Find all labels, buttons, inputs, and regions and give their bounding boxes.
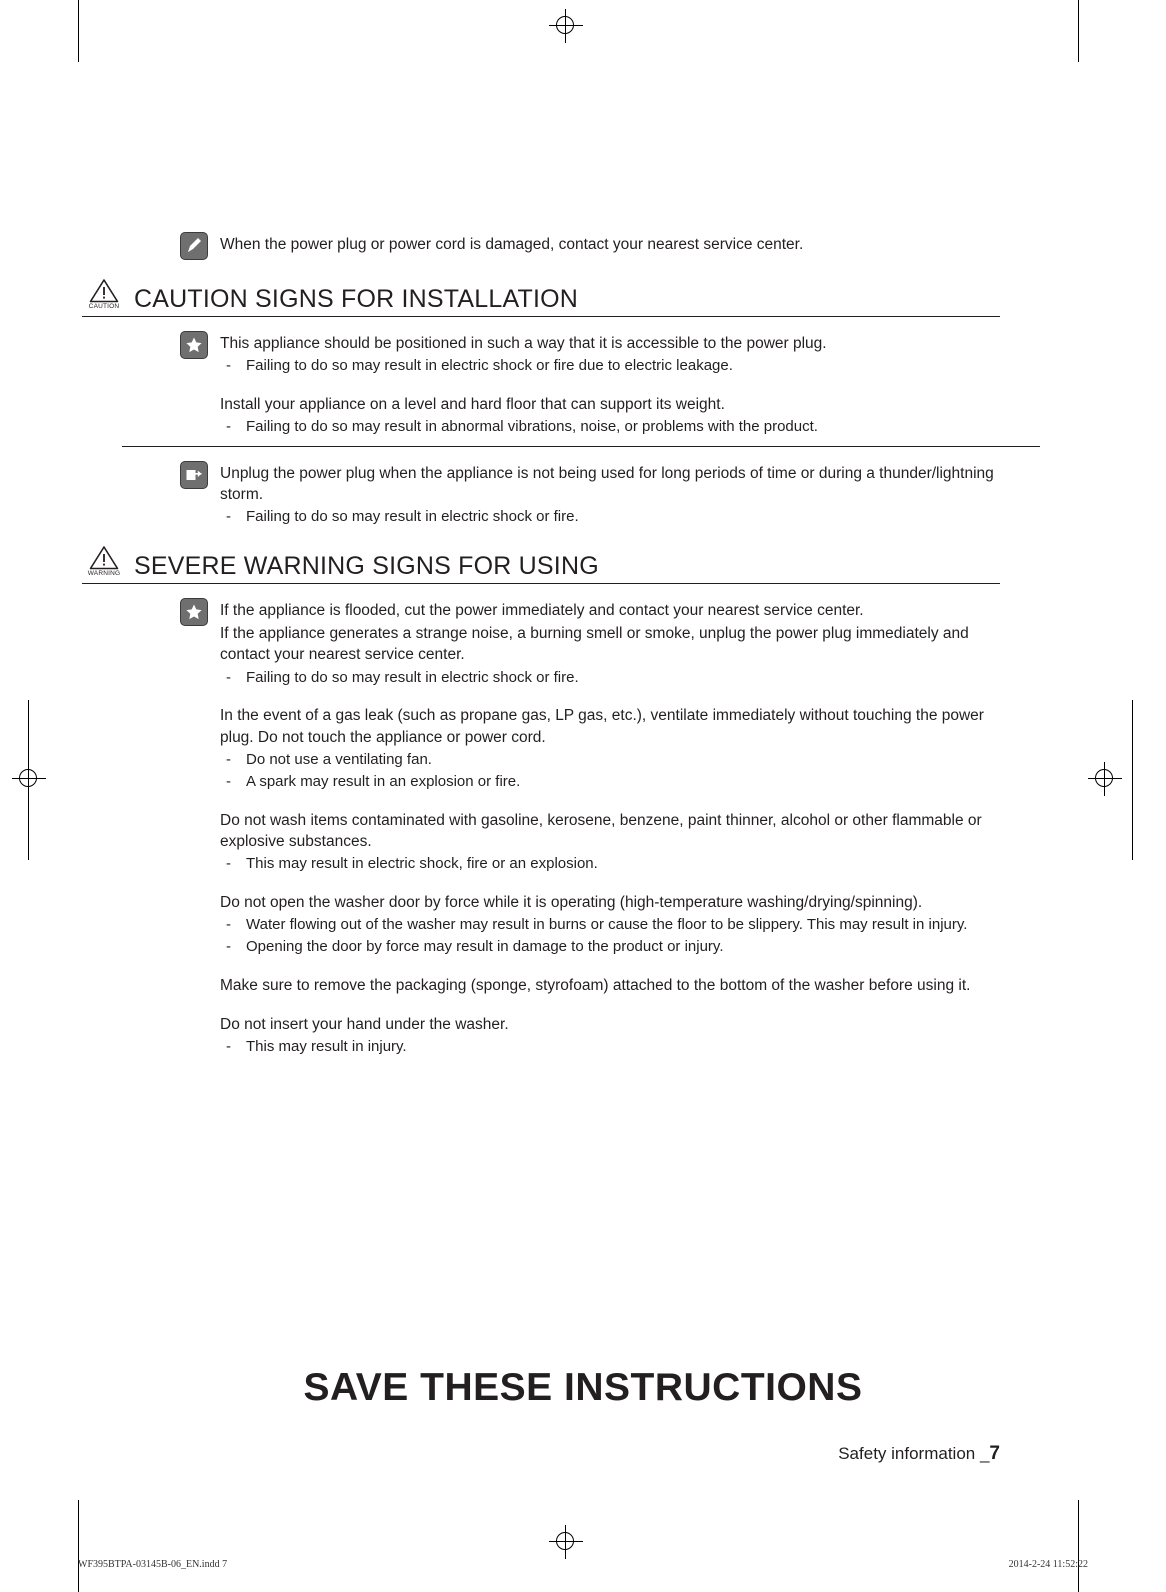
- paragraph: Do not open the washer door by force while it is operating (high-temperature washing/drying/spinning).: [220, 893, 923, 911]
- warning-triangle-icon: [82, 545, 126, 579]
- bullet-list: [220, 668, 1000, 689]
- crop-mark-bottom-left: [78, 1500, 79, 1592]
- star-square-icon: [180, 598, 208, 626]
- bullet-item: - Failing to do so may result in abnormal vibrations, noise, or problems with the product.: [220, 417, 1040, 438]
- paragraph: Make sure to remove the packaging (sponge, styrofoam) attached to the bottom of the washer before using it.: [220, 976, 971, 994]
- content-block-body: [220, 1012, 1000, 1059]
- section-divider: [122, 446, 1040, 447]
- bullet-item: - This may result in injury.: [220, 1037, 1000, 1058]
- imprint-file: WF395BTPA-03145B-06_EN.indd 7: [78, 1559, 228, 1570]
- bullet-list: [220, 417, 1040, 438]
- section-heading-caution-installation: [82, 278, 1000, 317]
- content-block: [180, 1012, 1000, 1059]
- content-block: [180, 808, 1000, 876]
- content-block: [180, 598, 1000, 690]
- registration-mark-right: [1088, 762, 1122, 796]
- paragraph: Unplug the power plug when the appliance is not being used for long periods of time or during a thunder/lightning storm.: [220, 464, 994, 503]
- paragraph: If the appliance generates a strange noise, a burning smell or smoke, unplug the power plug immediately and contact your nearest service center.: [220, 624, 969, 664]
- warning-triangle-label: CAUTION: [88, 303, 120, 310]
- bullet-item: - This may result in electric shock, fire or an explosion.: [220, 854, 1000, 875]
- footer-label: Safety information _: [838, 1444, 990, 1463]
- content-block: [180, 973, 1000, 998]
- warning-triangle-icon: [82, 278, 126, 312]
- lead-note-text: When the power plug or power cord is damaged, contact your nearest service center.: [220, 236, 804, 253]
- content-block: [180, 703, 1000, 793]
- section-title: CAUTION SIGNS FOR INSTALLATION: [134, 284, 579, 313]
- lead-note: [180, 232, 1000, 260]
- crop-mark-bottom-right: [1078, 1500, 1079, 1592]
- content-block-body: [220, 461, 1000, 529]
- imprint-timestamp: 2014-2-24 11:52:22: [1008, 1559, 1088, 1570]
- paragraph: This appliance should be positioned in such a way that it is accessible to the power plug.: [220, 334, 827, 352]
- bullet-item: - Failing to do so may result in electric shock or fire.: [220, 507, 1000, 528]
- registration-mark-bottom: [549, 1525, 583, 1559]
- bullet-list: [220, 507, 1000, 528]
- paragraph: If the appliance is flooded, cut the power immediately and contact your nearest service center.: [220, 601, 864, 619]
- star-square-icon: [180, 331, 208, 359]
- bullet-list: [220, 854, 1000, 875]
- content-block: [180, 461, 1000, 529]
- bullet-item: - Failing to do so may result in electric shock or fire.: [220, 668, 1000, 689]
- save-instructions-heading: SAVE THESE INSTRUCTIONS: [303, 1366, 863, 1409]
- section-heading-severe-warning-using: [82, 545, 1000, 584]
- registration-mark-left: [12, 762, 46, 796]
- bullet-list: [220, 750, 1000, 792]
- bullet-item: - Water flowing out of the washer may result in burns or cause the floor to be slippery. This may result in injury.: [220, 915, 1000, 936]
- paragraph: Install your appliance on a level and hard floor that can support its weight.: [220, 395, 725, 413]
- content-block-body: [220, 890, 1000, 959]
- page-footer: [838, 1443, 1000, 1465]
- registration-mark-top: [549, 9, 583, 43]
- content-block-body: [220, 392, 1040, 447]
- content-block: [180, 331, 1000, 378]
- bullet-list: [220, 1037, 1000, 1058]
- content-block-body: [220, 808, 1000, 876]
- footer-page-number: 7: [989, 1443, 1000, 1464]
- bullet-item: - Opening the door by force may result in damage to the product or injury.: [220, 937, 1000, 958]
- bullet-item: - Do not use a ventilating fan.: [220, 750, 1000, 771]
- content-block-body: [220, 598, 1000, 690]
- crop-mark-right-middle: [1132, 700, 1133, 860]
- content-block-body: [220, 703, 1000, 793]
- content-block: [180, 392, 1000, 447]
- paragraph: Do not wash items contaminated with gasoline, kerosene, benzene, paint thinner, alcohol or other flammable or explosive substances.: [220, 811, 982, 850]
- bullet-list: [220, 356, 1000, 377]
- warning-triangle-label: WARNING: [87, 570, 121, 578]
- content-block-body: [220, 331, 1000, 378]
- plug-square-icon: [180, 461, 208, 489]
- paragraph: In the event of a gas leak (such as propane gas, LP gas, etc.), ventilate immediately without touching the power plug. Do not touch the appliance or power cord.: [220, 707, 984, 746]
- content-block: [180, 890, 1000, 959]
- paragraph: Do not insert your hand under the washer.: [220, 1016, 509, 1034]
- print-imprint: [78, 1559, 1088, 1570]
- content-block-body: [220, 973, 1000, 998]
- crop-mark-top-left: [78, 0, 79, 62]
- page-content: [87, 232, 1000, 1059]
- crop-mark-top-right: [1078, 0, 1079, 62]
- bullet-item: - A spark may result in an explosion or fire.: [220, 772, 1000, 793]
- section-title: SEVERE WARNING SIGNS FOR USING: [134, 551, 599, 580]
- bullet-item: - Failing to do so may result in electric shock or fire due to electric leakage.: [220, 356, 1000, 377]
- pen-square-icon: [180, 232, 208, 260]
- bullet-list: [220, 915, 1000, 957]
